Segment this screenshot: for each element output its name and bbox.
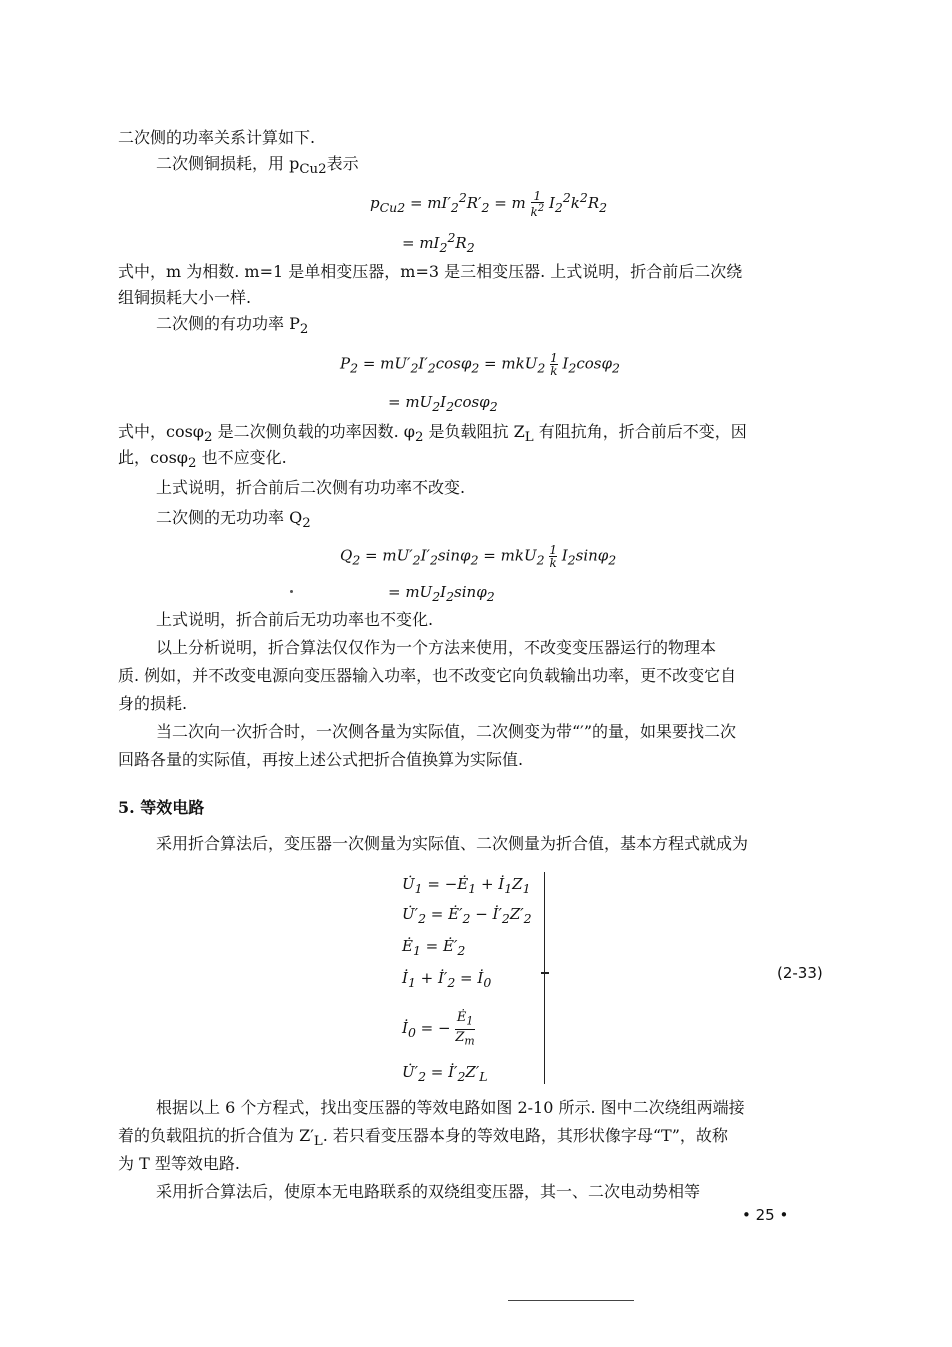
equation-copper-loss: $p_{Cu2} = mI'_2^2R'_2 = m$ $\frac{1}{k^2}$ $I_2^2k^2R_2$ — [370, 189, 608, 219]
scan-rule-line — [508, 1300, 634, 1301]
text-line: 二次侧的无功功率 $Q_2$ — [156, 508, 311, 532]
text-line: 式中，cosφ$_2$ 是二次侧负载的功率因数. $\varphi_2$ 是负载阻抗 $Z_L$ 有阻抗角，折合前后不变，因 — [118, 422, 747, 446]
equation-copper-loss-result: = $mI_2^2R_2$ — [402, 230, 475, 255]
text-line: 质. 例如，并不改变电源向变压器输入功率，也不改变它向负载输出功率，更不改变它自 — [118, 666, 737, 685]
text-line: 上式说明，折合前后无功功率也不变化. — [156, 610, 434, 629]
text-line: 着的负载阻抗的折合值为 $Z'_L$. 若只看变压器本身的等效电路，其形状像字母“T”，故称 — [118, 1126, 728, 1150]
text-line: 以上分析说明，折合算法仅仅作为一个方法来使用，不改变变压器运行的物理本 — [156, 638, 717, 657]
text-line: 组铜损耗大小一样. — [118, 288, 252, 307]
equation-reactive-power-result: = $mU_2I_2\sin\varphi_2$ — [388, 583, 495, 604]
equation-active-power: $P_2 = mU'_2I'_2\cos\varphi_2 = mkU_2$ $\frac{1}{k}$ $I_2\cos\varphi_2$ — [340, 351, 620, 378]
text-line: 回路各量的实际值，再按上述公式把折合值换算为实际值. — [118, 750, 524, 769]
stray-mark — [290, 590, 293, 593]
equation-4: $İ_1$ + $İ'_2$ = $İ_0$ — [402, 969, 492, 990]
equation-number: (2-33) — [777, 964, 823, 982]
text-line: 根据以上 6 个方程式，找出变压器的等效电路如图 2-10 所示. 图中二次绕组两端接 — [156, 1098, 745, 1117]
text-line: 二次侧的有功功率 $P_2$ — [156, 314, 309, 338]
text-line: 二次侧的功率关系计算如下. — [118, 128, 316, 147]
equation-2: $U̇'_2$ = $Ė'_2$ − $İ'_2Z'_2$ — [402, 905, 532, 926]
text-line: 式中，m 为相数. m=1 是单相变压器，m=3 是三相变压器. 上式说明，折合前后二次绕 — [118, 262, 743, 281]
equation-1: $U̇_1$ = $-Ė_1$ + $İ_1Z_1$ — [402, 875, 531, 896]
text-line: 上式说明，折合前后二次侧有功功率不改变. — [156, 478, 466, 497]
equation-5: $İ_0$ = − $\frac{Ė_1}{Z_m}$ — [402, 1010, 475, 1048]
text-line: 当二次向一次折合时，一次侧各量为实际值，二次侧变为带“′”的量，如果要找二次 — [156, 722, 736, 741]
text-line: 此，cosφ$_2$ 也不应变化. — [118, 448, 287, 472]
equation-3: $Ė_1$ = $Ė'_2$ — [402, 937, 466, 958]
text-line: 采用折合算法后，使原本无电路联系的双绕组变压器，其一、二次电动势相等 — [156, 1182, 701, 1201]
section-heading: 5. 等效电路 — [118, 798, 205, 817]
page-number: • 25 • — [742, 1206, 789, 1224]
text-line: 采用折合算法后，变压器一次侧量为实际值、二次侧量为折合值，基本方程式就成为 — [156, 834, 749, 853]
equation-group-brace — [536, 872, 545, 1084]
equation-reactive-power: $Q_2 = mU'_2I'_2\sin\varphi_2 = mkU_2$ $\frac{1}{k}$ $I_2\sin\varphi_2$ — [340, 543, 617, 570]
equation-6: $U̇'_2$ = $İ'_2Z'_L$ — [402, 1063, 488, 1084]
text-line: 二次侧铜损耗，用 $p_{Cu2}$表示 — [156, 154, 359, 178]
text-line: 为 T 型等效电路. — [118, 1154, 240, 1173]
equation-group-brace-tip — [541, 972, 549, 974]
equation-active-power-result: = $mU_2I_2\cos\varphi_2$ — [388, 393, 498, 414]
text-line: 身的损耗. — [118, 694, 188, 713]
